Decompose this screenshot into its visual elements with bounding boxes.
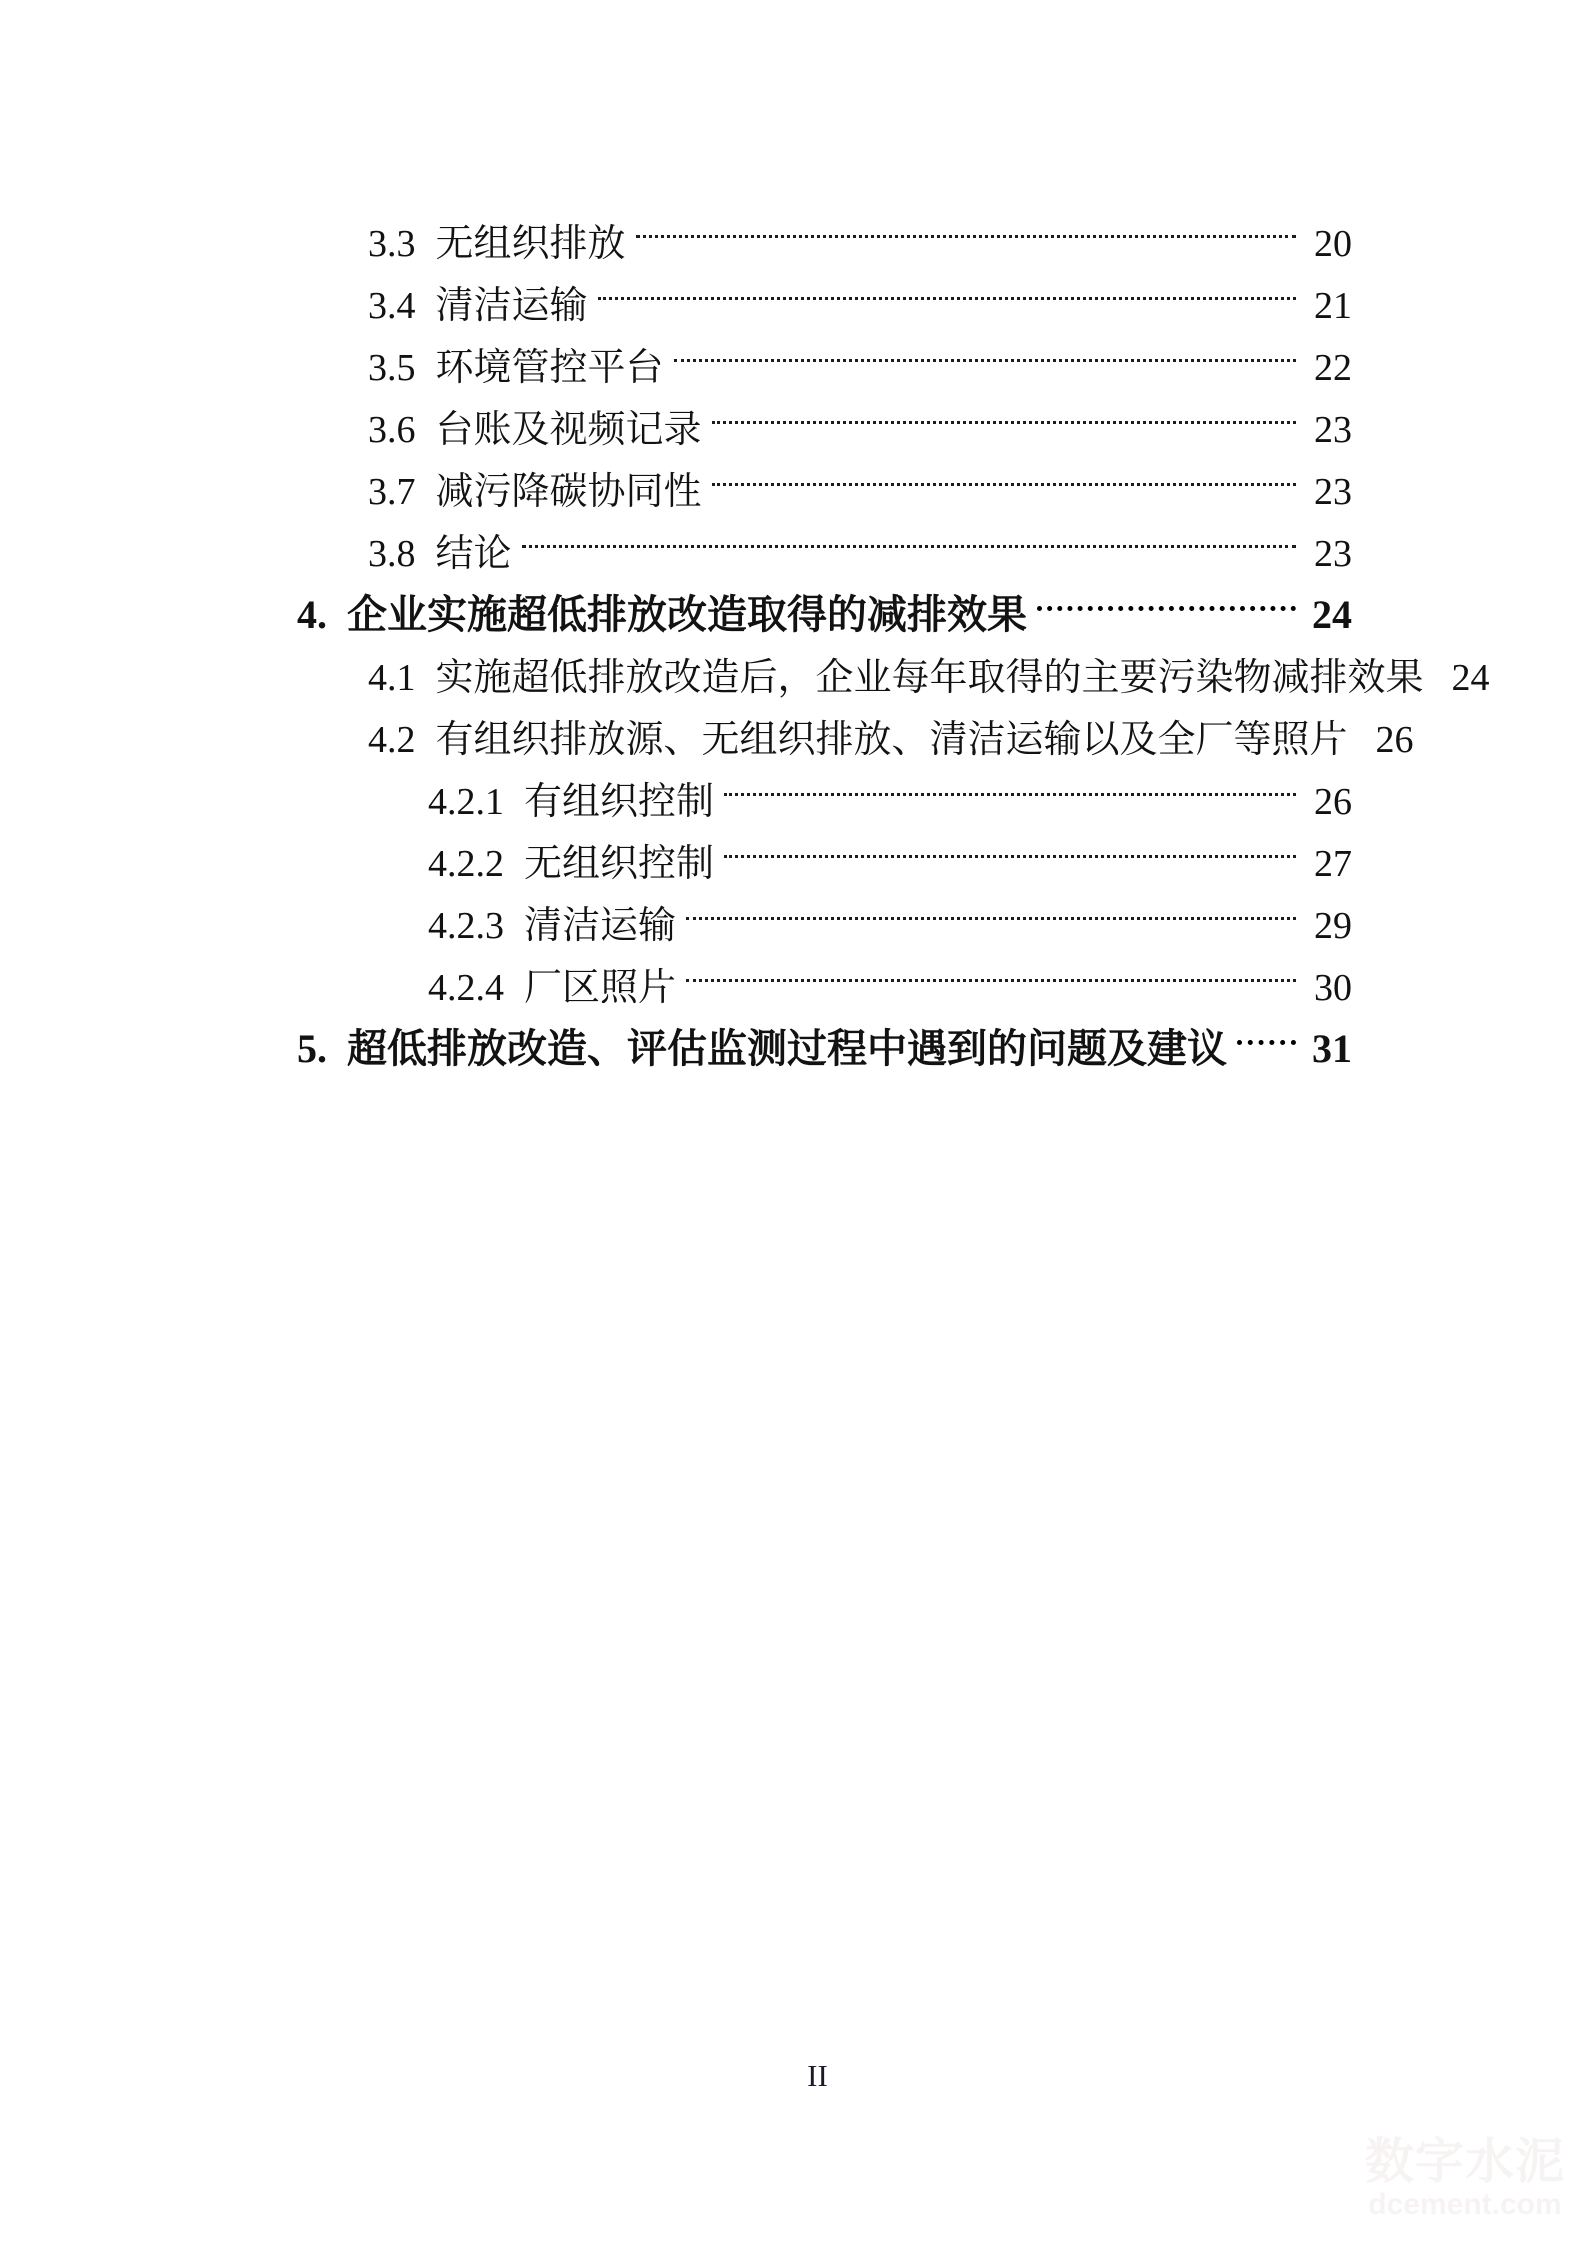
- toc-entry-number: 4.: [297, 592, 327, 637]
- dot-leader: [598, 256, 1296, 318]
- toc-entry: [0, 566, 1352, 637]
- page-number-footer: II: [807, 2058, 828, 2093]
- dot-leader: [724, 814, 1296, 876]
- toc-entry-title: 无组织排放: [435, 223, 626, 265]
- toc-entry-title: 有组织控制: [524, 781, 715, 823]
- toc-entry-page-number: 26: [1314, 781, 1352, 823]
- toc-entry-page-number: 29: [1314, 905, 1352, 947]
- dot-leader: [1237, 1000, 1296, 1062]
- toc-entry-number: 3.8: [368, 533, 416, 575]
- toc-entry-page-number: 23: [1314, 409, 1352, 451]
- toc-entry: [0, 380, 1352, 451]
- toc-entry-page-number: 26: [1375, 719, 1414, 761]
- toc-entry-title: 有组织排放源、无组织排放、清洁运输以及全厂等照片: [435, 719, 1348, 761]
- toc-entry-page-number: 24: [1312, 592, 1352, 637]
- toc-entry-page-number: 24: [1451, 657, 1490, 699]
- toc-entry-title: 减污降碳协同性: [435, 471, 702, 513]
- toc-entry: [0, 504, 1352, 575]
- dot-leader: [686, 938, 1296, 1000]
- toc-entry-title: 无组织控制: [524, 843, 715, 885]
- toc-entry-title: 台账及视频记录: [435, 409, 702, 451]
- dot-leader: [724, 752, 1296, 814]
- toc-entry-title: 实施超低排放改造后，企业每年取得的主要污染物减排效果: [435, 657, 1424, 699]
- toc-entry-page-number: 22: [1314, 347, 1352, 389]
- dot-leader: [712, 380, 1296, 442]
- toc-entry-number: 4.2.4: [428, 967, 504, 1009]
- dot-leader: [674, 318, 1296, 380]
- toc-entry: [0, 194, 1352, 265]
- toc-entry-page-number: 21: [1314, 285, 1352, 327]
- toc-entry-page-number: 27: [1314, 843, 1352, 885]
- toc-entry-number: 5.: [297, 1026, 327, 1071]
- toc-entry: [0, 318, 1352, 389]
- dot-leader: [522, 504, 1296, 566]
- toc-entry-number: 3.6: [368, 409, 416, 451]
- table-of-contents: [0, 194, 1490, 1071]
- toc-entry-title: 清洁运输: [435, 285, 588, 327]
- toc-entry-number: 4.2.3: [428, 905, 504, 947]
- toc-entry-page-number: 20: [1314, 223, 1352, 265]
- toc-entry-title: 结论: [435, 533, 512, 575]
- dot-leader: [1037, 566, 1296, 628]
- toc-entry-number: 3.3: [368, 223, 416, 265]
- toc-entry-number: 4.2.2: [428, 843, 504, 885]
- toc-entry-title: 环境管控平台: [435, 347, 664, 389]
- toc-entry-page-number: 23: [1314, 471, 1352, 513]
- toc-entry-number: 4.2.1: [428, 781, 504, 823]
- toc-entry-number: 4.1: [368, 657, 416, 699]
- toc-entry-title: 企业实施超低排放改造取得的减排效果: [347, 592, 1027, 637]
- toc-entry-title: 清洁运输: [524, 905, 677, 947]
- dot-leader: [636, 194, 1296, 256]
- toc-entry-number: 3.4: [368, 285, 416, 327]
- watermark: [1365, 2136, 1565, 2221]
- toc-entry-title: 超低排放改造、评估监测过程中遇到的问题及建议: [347, 1026, 1227, 1071]
- toc-entry-page-number: 30: [1314, 967, 1352, 1009]
- dot-leader: [686, 876, 1296, 938]
- toc-entry-number: 4.2: [368, 719, 416, 761]
- toc-entry-title: 厂区照片: [524, 967, 677, 1009]
- toc-entry-page-number: 23: [1314, 533, 1352, 575]
- watermark-domain: dcement.com: [1368, 2188, 1562, 2221]
- watermark-site-name: 数字水泥: [1364, 2135, 1565, 2189]
- toc-entry-number: 3.5: [368, 347, 416, 389]
- toc-entry: [0, 256, 1352, 327]
- dot-leader: [712, 442, 1296, 504]
- toc-entry-page-number: 31: [1312, 1026, 1352, 1071]
- toc-entry-number: 3.7: [368, 471, 416, 513]
